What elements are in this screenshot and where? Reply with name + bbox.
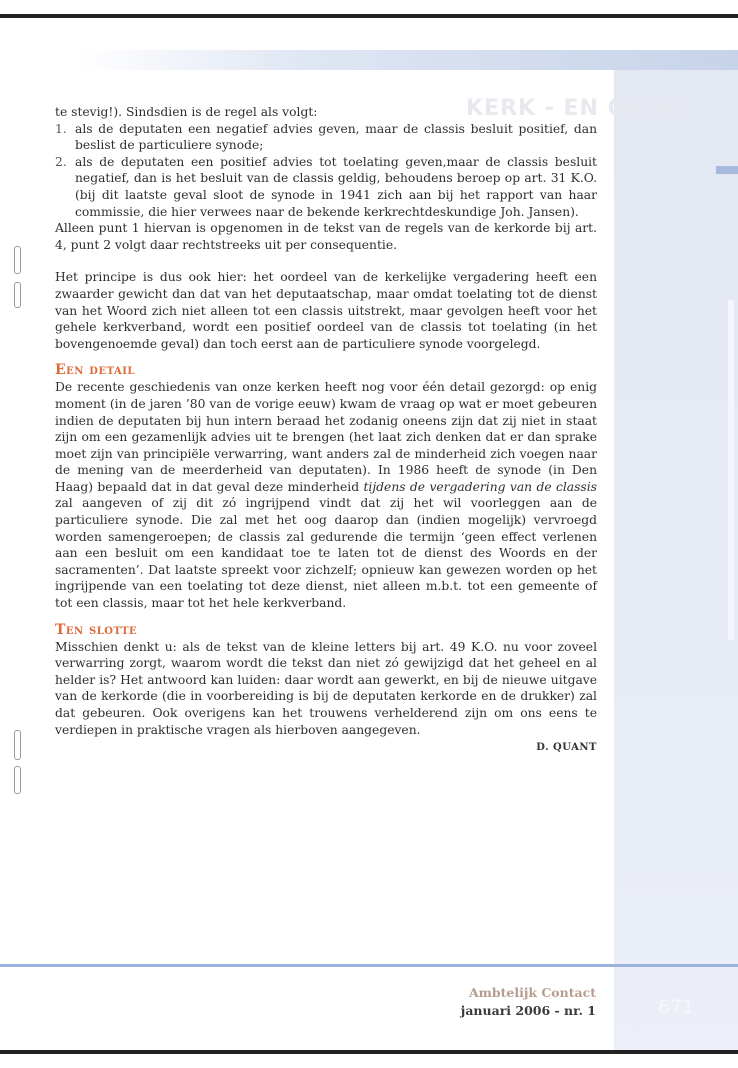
sidebar-column xyxy=(614,70,738,1052)
section-heading-een-detail: Een detail xyxy=(55,362,135,379)
page-number: 671 xyxy=(657,996,695,1018)
rule-item xyxy=(55,121,597,154)
rule-item xyxy=(55,154,597,220)
rule-text: als de deputaten een positief advies tot toelating geven,maar de classis besluit negatief, dan is het besluit van de classis geldig, behoudens beroep op art. 31 K.O. (bij dit laatste geval sloot de synode in 1941 zich aan bij het rapport van haar commissie, die hier verwees naar de bekende kerkrechtdeskundige Joh. Jansen). xyxy=(75,154,597,219)
ten-slotte-paragraph: Misschien denkt u: als de tekst van de kleine letters bij art. 49 K.O. nu voor zoveel verwarring zorgt, waarom wordt die tekst dan niet zó gewijzigd dat het geheel en al helder is? Het antwoord kan luiden: daar wordt aan gewerkt, en bij de nieuwe uitgave van de kerkorde (die in voorbereiding is bij de deputaten kerkorde en de drukker) zal dat gebeuren. Ook overigens kan het trouwens verhelderend zijn om ons eens te verdiepen in praktische vragen als hierboven aangegeven. xyxy=(55,639,597,737)
top-border-rule xyxy=(0,14,738,18)
rules-list xyxy=(55,121,597,221)
section-heading-ten-slotte: Ten slotte xyxy=(55,621,138,638)
binder-ring-icon xyxy=(14,730,21,760)
rule-number: 2. xyxy=(55,154,67,169)
footer-info xyxy=(461,984,596,1020)
een-detail-text-before: De recente geschiedenis van onze kerken heeft nog voor één detail gezorgd: op enig moment (in de jaren ’80 van de vorige eeuw) kwam de vraag op wat er moet gebeuren indien de deputaten bij hun intern beraad het zodanig oneens zijn dat zij niet in staat zijn om een gezamenlijk advies uit te brengen (het laat zich denken dat er dan sprake moet zijn van principiële verwarring, want anders zal de minderheid zich voegen naar de mening van de meerderheid van deputaten). In 1986 heeft de synode (in Den Haag) bepaald dat in dat geval deze minderheid xyxy=(55,380,597,494)
after-rules-paragraph: Alleen punt 1 hiervan is opgenomen in de tekst van de regels van de kerkorde bij art. 4, punt 2 volgt daar rechtstreeks uit per consequentie. xyxy=(55,221,597,252)
rule-number: 1. xyxy=(55,121,67,136)
een-detail-emphasis: tijdens de vergadering van de classis xyxy=(363,479,597,494)
binder-ring-icon xyxy=(14,766,21,794)
principle-paragraph: Het principe is dus ook hier: het oordeel van de kerkelijke vergadering heeft een zwaarder gewicht dan dat van het deputaatschap, maar omdat toelating tot de dienst van het Woord zich niet alleen tot een classis uitstrekt, maar gevolgen heeft voor het gehele kerkverband, wordt een positief oordeel van de classis tot toelating (in het bovengenoemde geval) dan toch eerst aan de particuliere synode voorgelegd. xyxy=(55,270,597,351)
bottom-border-rule xyxy=(0,1050,738,1054)
magazine-title: Ambtelijk Contact xyxy=(468,985,596,1000)
show-through-title: KERK - EN ORDE xyxy=(466,96,681,121)
sidebar-marker xyxy=(716,166,738,174)
paragraph-gap xyxy=(55,253,597,269)
footer-divider xyxy=(0,964,738,967)
header-band xyxy=(78,50,738,70)
rule-text: als de deputaten een negatief advies geven, maar de classis besluit positief, dan beslist de particuliere synode; xyxy=(75,121,597,153)
intro-line: te stevig!). Sindsdien is de regel als volgt: xyxy=(55,105,318,119)
een-detail-text-after: zal aangeven of zij dit zó ingrijpend vindt dat zij het wil voorleggen aan de particuliere synode. Die zal met het oog daarop dan (indien mogelijk) vervroegd worden samengeroepen; de classis zal gedurende die termijn ‘geen effect verlenen aan een besluit om een kandidaat toe te laten tot de dienst des Woords en der sacramenten’. Dat laatste spreekt voor zichzelf; opnieuw kan gewezen worden op het ingrijpende van een toelating tot deze dienst, niet alleen m.b.t. tot een gemeente of tot een classis, maar tot het hele kerkverband. xyxy=(55,496,597,611)
een-detail-paragraph xyxy=(55,379,597,611)
sidebar-edge-strip xyxy=(728,300,734,640)
author-signature: D. QUANT xyxy=(536,742,597,754)
binder-ring-icon xyxy=(14,282,21,308)
binder-ring-icon xyxy=(14,246,21,274)
article-body xyxy=(55,104,597,757)
issue-info: januari 2006 - nr. 1 xyxy=(460,1003,596,1018)
